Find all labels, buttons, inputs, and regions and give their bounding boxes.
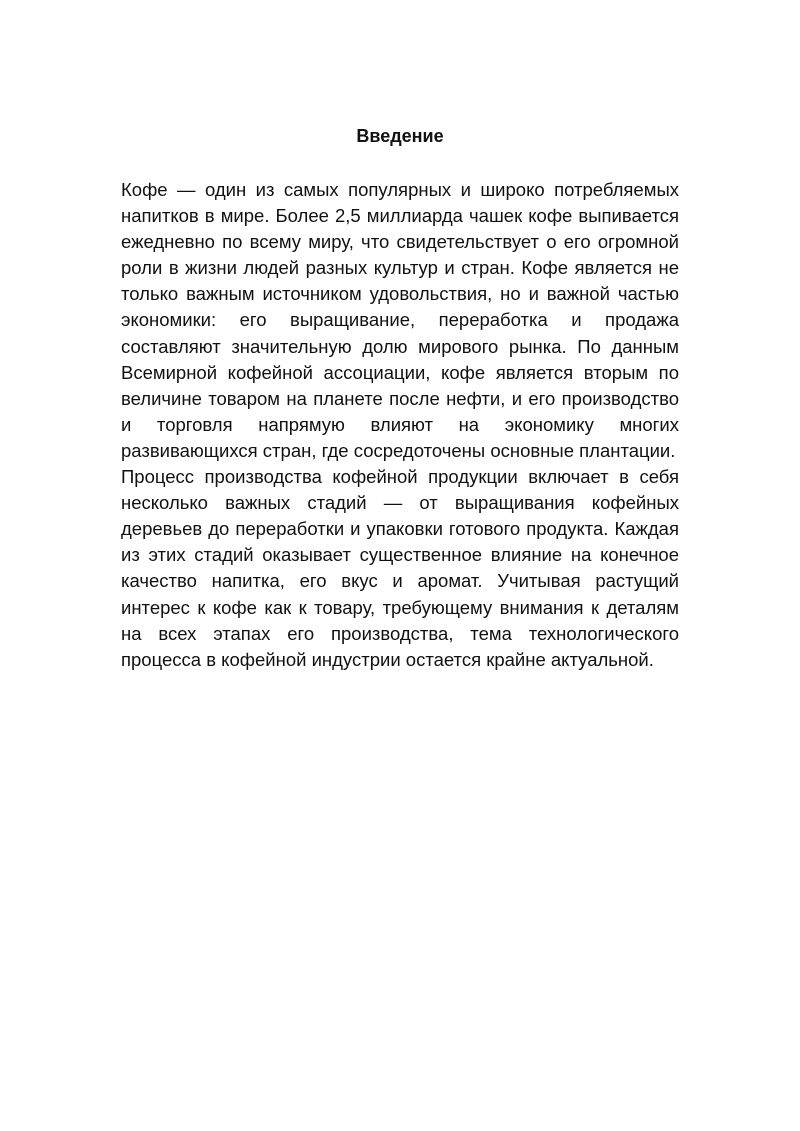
body-text [121, 177, 679, 673]
page-title: Введение [356, 126, 444, 146]
paragraph-intro: Кофе — один из самых популярных и широко потребляемых напитков в мире. Более 2,5 миллиарда чашек кофе выпивается ежедневно по всему миру, что свидетельствует о его огромной роли в жизни людей разных культур и стран. Кофе является не только важным источником удовольствия, но и важной частью экономики: его выращивание, переработка и продажа составляют значительную долю мирового рынка. По данным Всемирной кофейной ассоциации, кофе является вторым по величине товаром на планете после нефти, и его производство и торговля напрямую влияют на экономику многих развивающихся стран, где сосредоточены основные плантации. [121, 179, 679, 461]
paragraph-production-process: Процесс производства кофейной продукции включает в себя несколько важных стадий — от выращивания кофейных деревьев до переработки и упаковки готового продукта. Каждая из этих стадий оказывает существенное влияние на конечное качество напитка, его вкус и аромат. Учитывая растущий интерес к кофе как к товару, требующему внимания к деталям на всех этапах его производства, тема технологического процесса в кофейной индустрии остается крайне актуальной. [121, 466, 679, 670]
